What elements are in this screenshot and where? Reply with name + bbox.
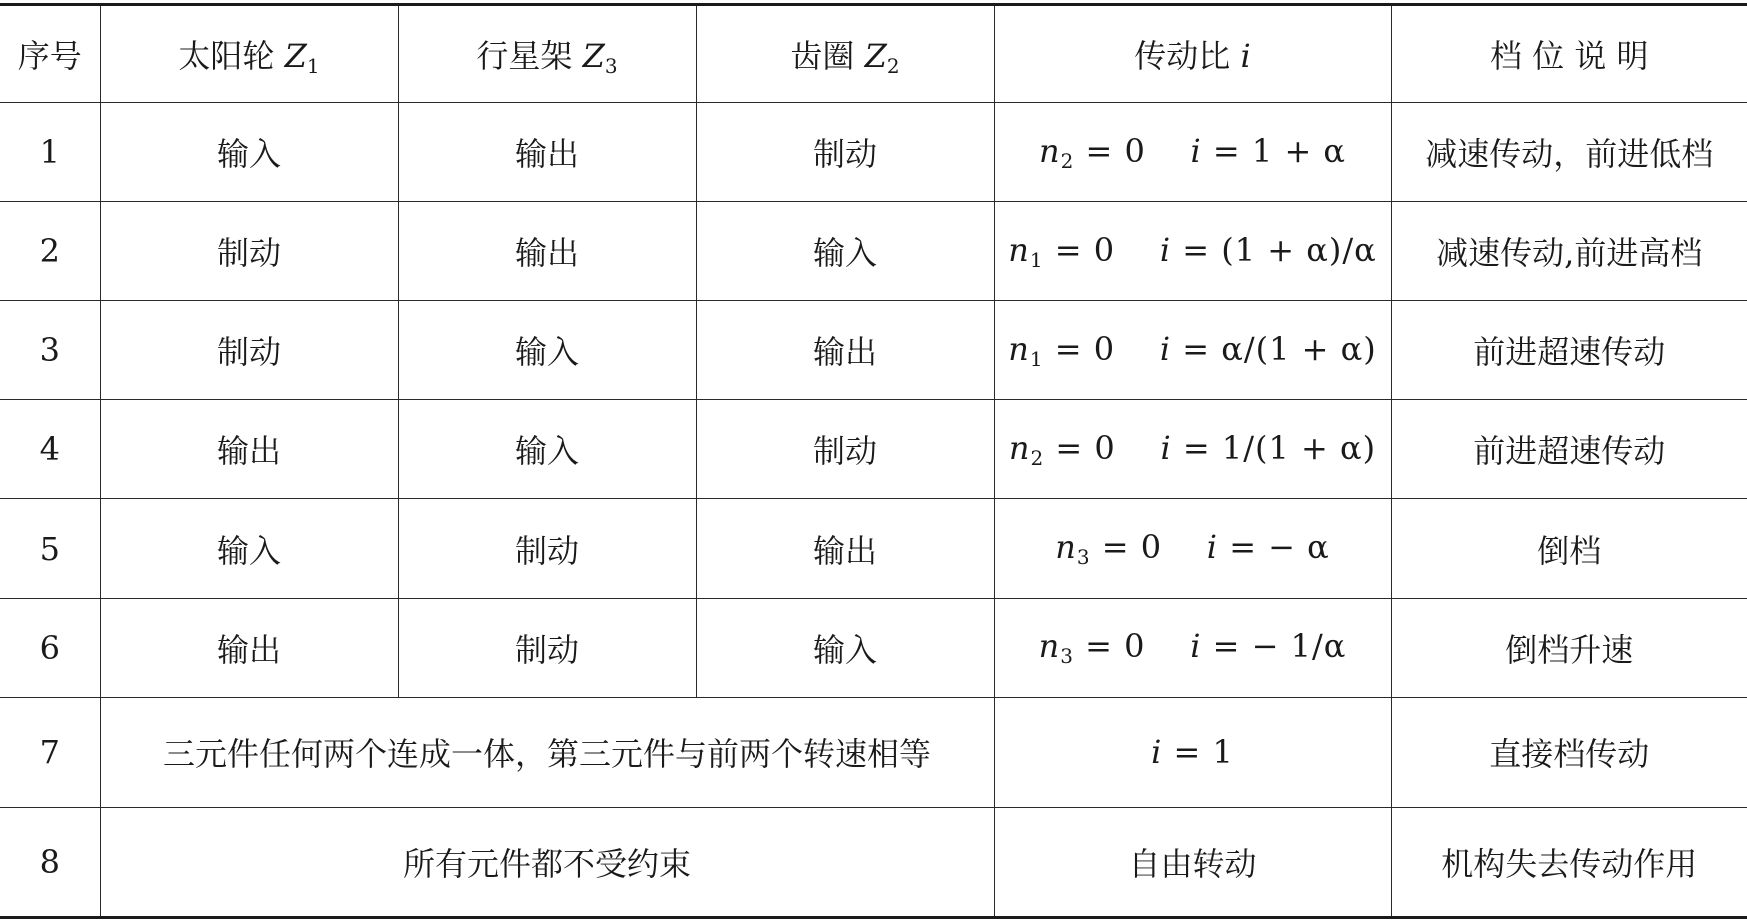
cell-description: 前进超速传动 <box>1391 301 1747 400</box>
cell-carrier: 制动 <box>398 499 696 598</box>
cell-sun: 输入 <box>100 499 398 598</box>
cell-sun: 输出 <box>100 400 398 499</box>
cell-sun: 制动 <box>100 301 398 400</box>
table-row <box>0 697 1747 807</box>
table-row <box>0 301 1747 400</box>
cell-description: 倒档升速 <box>1391 598 1747 697</box>
header-description: 档 位 说 明 <box>1391 5 1747 103</box>
header-ring-gear: 齿圈 $Z_2$ <box>696 5 994 103</box>
cell-ratio: $n_2 = 0$ i = 1/(1 + α) <box>994 400 1391 499</box>
cell-index: 1 <box>0 103 100 202</box>
cell-ratio: $n_1 = 0$ i = (1 + α)/α <box>994 202 1391 301</box>
cell-carrier: 输入 <box>398 400 696 499</box>
table-row <box>0 103 1747 202</box>
cell-ratio: $n_1 = 0$ i = α/(1 + α) <box>994 301 1391 400</box>
cell-description: 前进超速传动 <box>1391 400 1747 499</box>
table-row <box>0 400 1747 499</box>
cell-ratio: $n_2 = 0$ i = 1 + α <box>994 103 1391 202</box>
cell-carrier: 输入 <box>398 301 696 400</box>
cell-sun: 输出 <box>100 598 398 697</box>
cell-carrier: 制动 <box>398 598 696 697</box>
cell-ratio: 自由转动 <box>994 807 1391 917</box>
cell-index: 7 <box>0 697 100 807</box>
cell-ratio: $n_3 = 0$ i = − 1/α <box>994 598 1391 697</box>
cell-index: 4 <box>0 400 100 499</box>
table-row <box>0 202 1747 301</box>
cell-sun: 输入 <box>100 103 398 202</box>
cell-index: 3 <box>0 301 100 400</box>
cell-description: 减速传动，前进低档 <box>1391 103 1747 202</box>
table-row <box>0 598 1747 697</box>
cell-ring: 输出 <box>696 301 994 400</box>
cell-description: 倒档 <box>1391 499 1747 598</box>
cell-sun: 制动 <box>100 202 398 301</box>
cell-index: 5 <box>0 499 100 598</box>
header-ratio: 传动比 i <box>994 5 1391 103</box>
table-row <box>0 807 1747 917</box>
header-sun-gear: 太阳轮 $Z_1$ <box>100 5 398 103</box>
cell-carrier: 输出 <box>398 202 696 301</box>
cell-description: 直接档传动 <box>1391 697 1747 807</box>
cell-merged-condition: 三元件任何两个连成一体，第三元件与前两个转速相等 <box>100 697 994 807</box>
header-index: 序号 <box>0 5 100 103</box>
cell-ratio: $n_3 = 0$ i = − α <box>994 499 1391 598</box>
cell-ring: 输入 <box>696 202 994 301</box>
cell-ring: 制动 <box>696 103 994 202</box>
cell-index: 8 <box>0 807 100 917</box>
gear-mode-table <box>0 3 1747 919</box>
cell-index: 2 <box>0 202 100 301</box>
header-planet-carrier: 行星架 $Z_3$ <box>398 5 696 103</box>
cell-carrier: 输出 <box>398 103 696 202</box>
header-row <box>0 5 1747 103</box>
cell-description: 减速传动,前进高档 <box>1391 202 1747 301</box>
cell-index: 6 <box>0 598 100 697</box>
table-row <box>0 499 1747 598</box>
cell-ring: 制动 <box>696 400 994 499</box>
cell-ring: 输入 <box>696 598 994 697</box>
cell-ratio: i = 1 <box>994 697 1391 807</box>
cell-description: 机构失去传动作用 <box>1441 844 1698 883</box>
cell-ring: 输出 <box>696 499 994 598</box>
cell-merged-condition: 所有元件都不受约束 <box>100 807 994 917</box>
